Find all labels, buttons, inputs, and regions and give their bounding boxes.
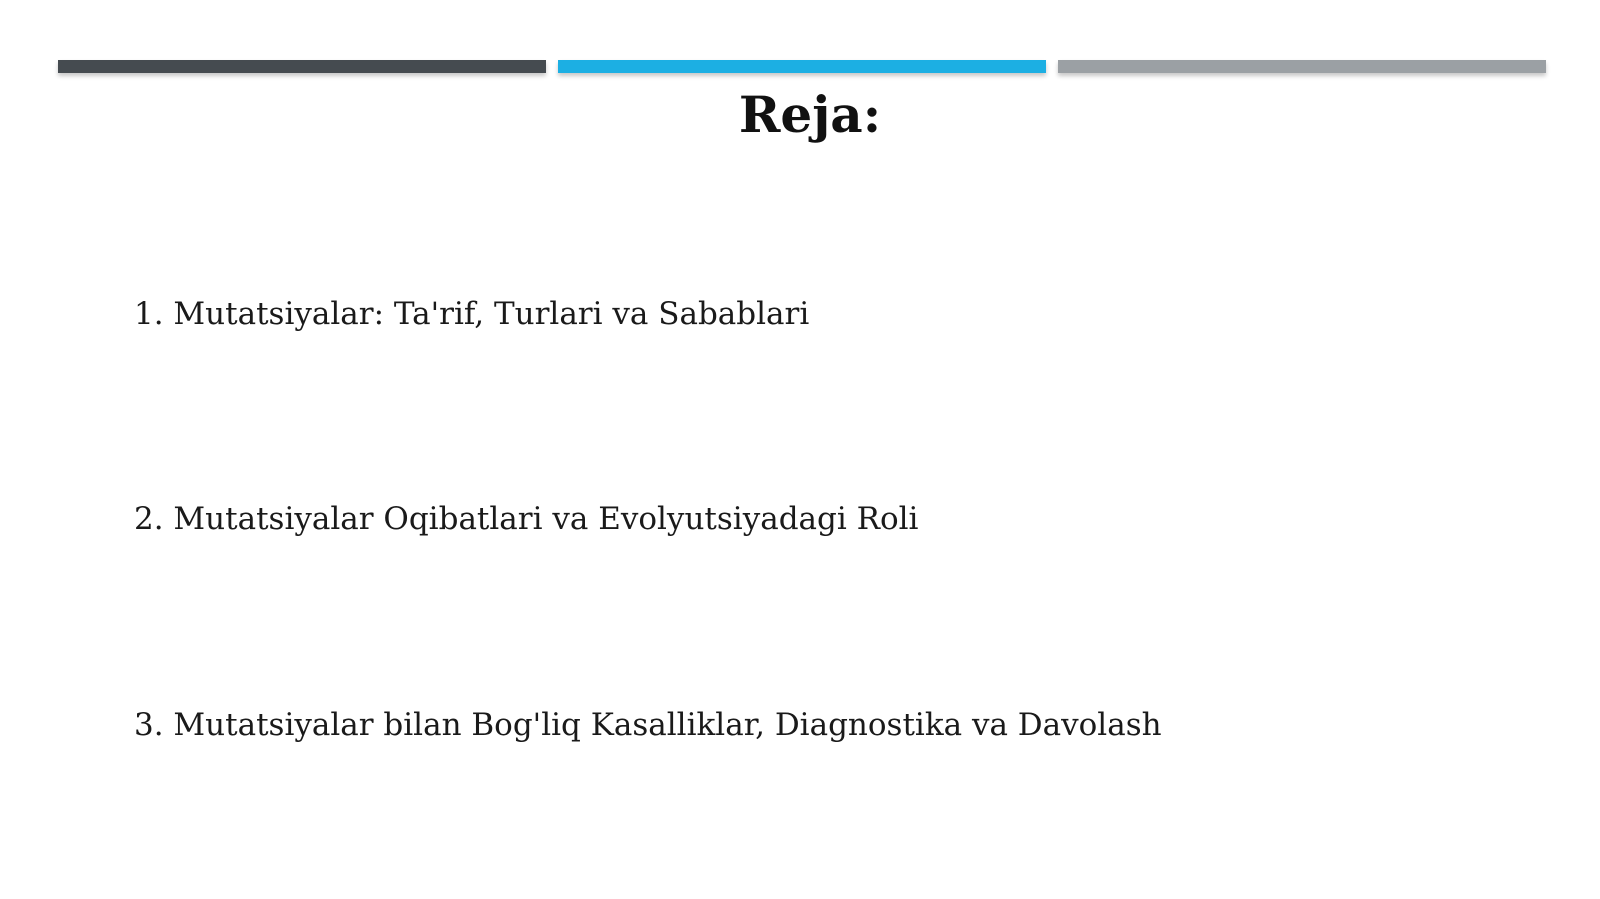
plan-item-3: 3. Mutatsiyalar bilan Bog'liq Kasalliklar, Diagnostika va Davolash xyxy=(134,707,1162,743)
header-bar-blue xyxy=(558,60,1046,73)
header-bar-gray xyxy=(1058,60,1546,73)
header-bar-dark xyxy=(58,60,546,73)
slide-title: Reja: xyxy=(738,85,882,144)
plan-item-1: 1. Mutatsiyalar: Ta'rif, Turlari va Sabablari xyxy=(134,296,810,332)
plan-item-2: 2. Mutatsiyalar Oqibatlari va Evolyutsiyadagi Roli xyxy=(134,501,919,537)
